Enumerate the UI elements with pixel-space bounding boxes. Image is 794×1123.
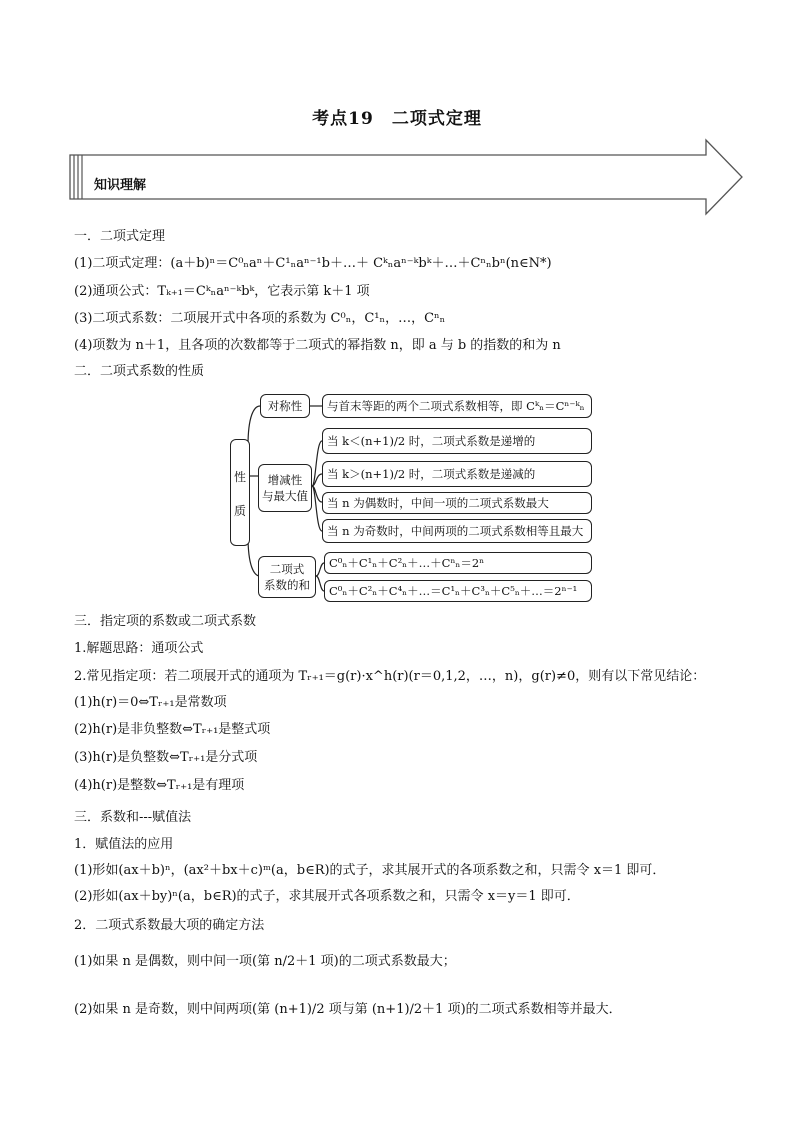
root-node-properties: [230, 439, 250, 546]
text-line: (3)h(r)是负整数⇔Tᵣ₊₁是分式项: [74, 750, 258, 765]
heading-assignment-method: 三．系数和---赋值法: [74, 810, 192, 825]
text-line: (4)h(r)是整数⇔Tᵣ₊₁是有理项: [74, 778, 245, 793]
node-symmetry: 对称性: [260, 394, 310, 418]
page-title: 考点19 二项式定理: [312, 109, 482, 129]
text-line: (2)h(r)是非负整数⇔Tᵣ₊₁是整式项: [74, 722, 271, 737]
desc-decreasing: 当 k＞(n+1)/2 时，二项式系数是递减的: [322, 461, 592, 487]
desc-odd-max: 当 n 为奇数时，中间两项的二项式系数相等且最大: [322, 519, 592, 543]
heading-binomial-theorem: 一．二项式定理: [74, 229, 166, 244]
text-line: (4)项数为 n＋1，且各项的次数都等于二项式的幂指数 n，即 a 与 b 的指数的和为 n: [74, 338, 561, 353]
desc-even-max: 当 n 为偶数时，中间一项的二项式系数最大: [322, 492, 592, 514]
text-line: 1.解题思路：通项公式: [74, 641, 204, 656]
root-label-bottom: 质: [234, 504, 247, 518]
section-banner-arrow: [68, 138, 744, 216]
text-line: (2)如果 n 是奇数，则中间两项(第 (n+1)/2 项与第 (n+1)/2＋1 项)的二项式系数相等并最大．: [74, 1002, 622, 1017]
node-monotonicity: [258, 464, 312, 512]
text-line: (1)h(r)＝0⇔Tᵣ₊₁是常数项: [74, 695, 227, 710]
heading-properties: 二．二项式系数的性质: [74, 364, 205, 379]
node-coefficient-sum: [258, 556, 316, 598]
text-line: (1)二项式定理：(a＋b)ⁿ＝C⁰ₙaⁿ＋C¹ₙaⁿ⁻¹b＋…＋ Cᵏₙaⁿ⁻ᵏbᵏ＋…＋Cⁿₙbⁿ(n∈N*): [74, 256, 552, 271]
root-label-top: 性: [234, 470, 247, 484]
banner-label: 知识理解: [94, 178, 147, 193]
text-line: (1)如果 n 是偶数，则中间一项(第 n/2＋1 项)的二项式系数最大；: [74, 954, 456, 969]
text-line: (3)二项式系数：二项展开式中各项的系数为 C⁰ₙ，C¹ₙ，…，Cⁿₙ: [74, 311, 446, 326]
properties-diagram: [226, 386, 596, 606]
desc-sum-odd-even: C⁰ₙ＋C²ₙ＋C⁴ₙ＋…＝C¹ₙ＋C³ₙ＋C⁵ₙ＋…＝2ⁿ⁻¹: [324, 580, 592, 602]
text-line: (2)通项公式：Tₖ₊₁＝Cᵏₙaⁿ⁻ᵏbᵏ，它表示第 k＋1 项: [74, 284, 370, 299]
desc-increasing: 当 k＜(n+1)/2 时，二项式系数是递增的: [322, 428, 592, 454]
desc-symmetry: 与首末等距的两个二项式系数相等，即 Cᵏₙ＝Cⁿ⁻ᵏₙ: [322, 394, 592, 418]
text-line: (1)形如(ax＋b)ⁿ，(ax²＋bx＋c)ᵐ(a，b∈R)的式子，求其展开式的各项系数之和，只需令 x＝1 即可．: [74, 863, 666, 878]
text-line: 1．赋值法的应用: [74, 837, 174, 852]
text-line: (2)形如(ax＋by)ⁿ(a，b∈R)的式子，求其展开式各项系数之和，只需令 x＝y＝1 即可．: [74, 889, 580, 904]
node-coefficient-sum-line2: 系数的和: [264, 578, 310, 592]
text-line: 2.常见指定项：若二项展开式的通项为 Tᵣ₊₁＝g(r)·x^h(r)(r＝0,1,2，…，n)，g(r)≠0，则有以下常见结论：: [74, 669, 706, 684]
desc-sum-all: C⁰ₙ＋C¹ₙ＋C²ₙ＋…＋Cⁿₙ＝2ⁿ: [324, 552, 592, 574]
node-coefficient-sum-line1: 二项式: [269, 562, 305, 576]
node-monotonicity-line2: 与最大值: [262, 489, 308, 503]
node-monotonicity-line1: 增减性: [267, 473, 303, 487]
text-line: 2．二项式系数最大项的确定方法: [74, 918, 265, 933]
heading-specified-term: 三．指定项的系数或二项式系数: [74, 614, 257, 629]
